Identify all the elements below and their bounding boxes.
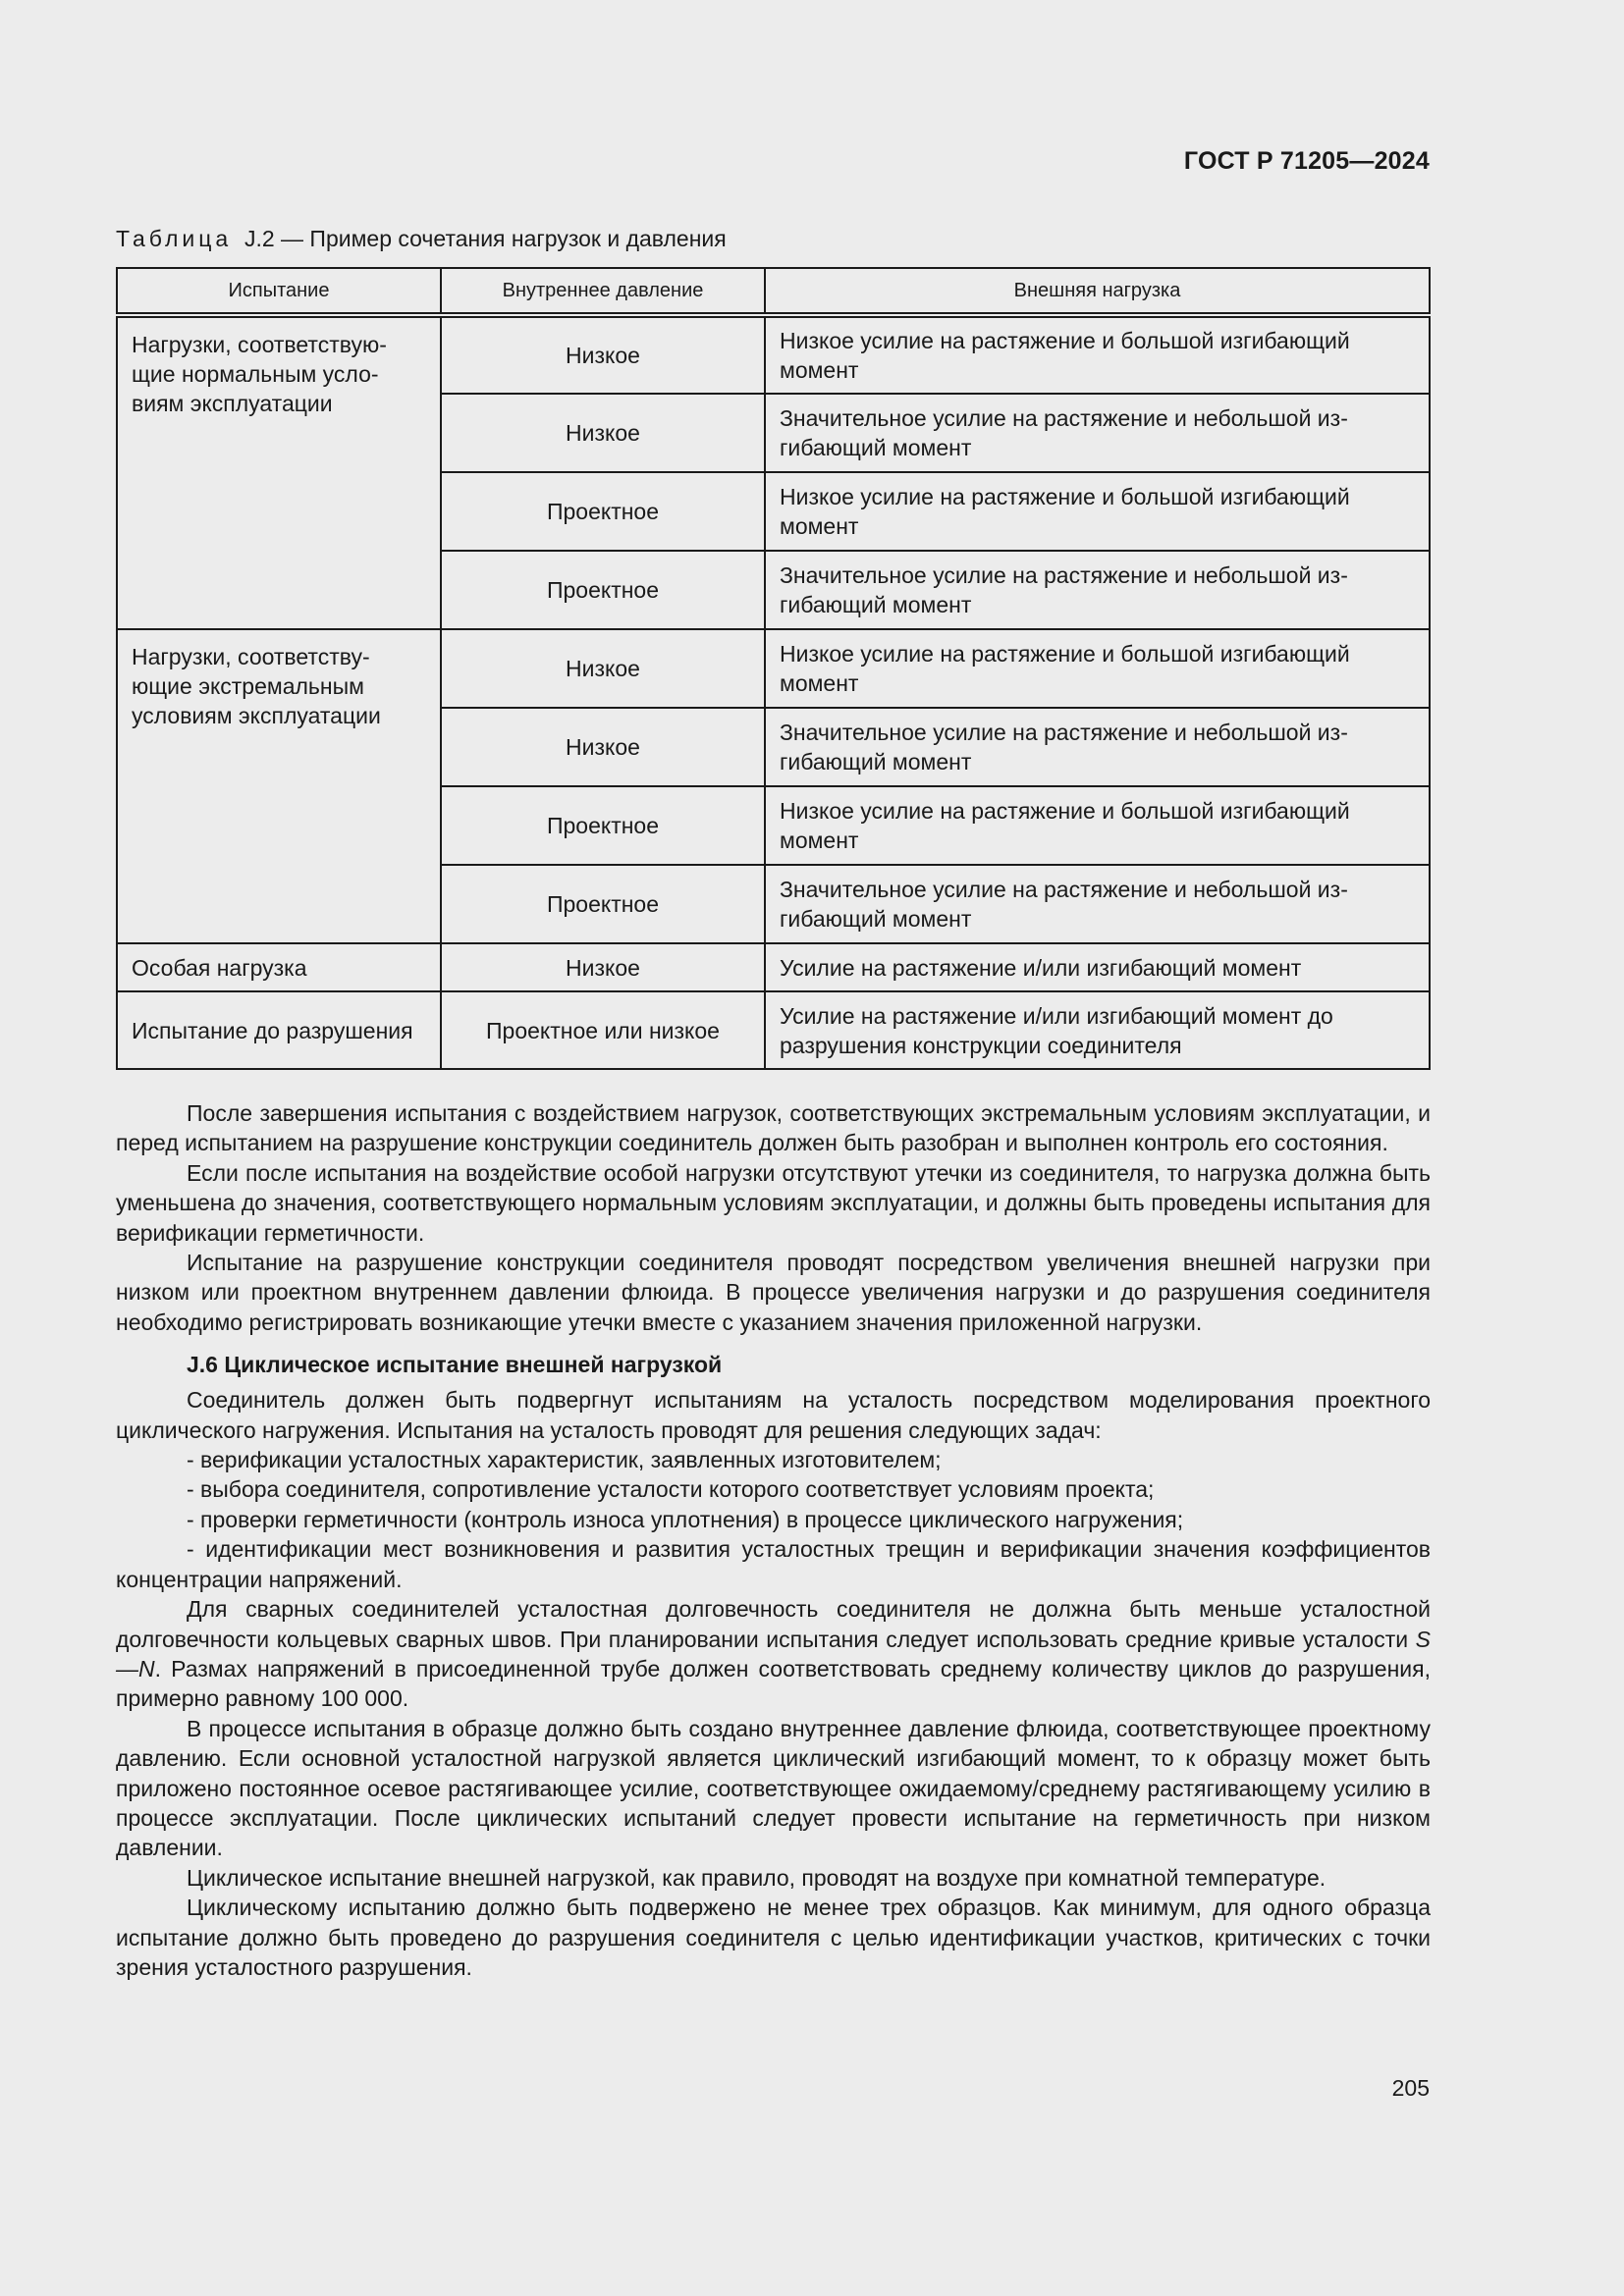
test-cell: Нагрузки, соответству-ющие экстремальным условиям эксплуатации: [117, 629, 441, 943]
header-load: Внешняя нагрузка: [765, 268, 1430, 315]
test-cell: Испытание до разрушения: [117, 991, 441, 1069]
pressure-cell: Низкое: [441, 315, 765, 394]
paragraph: [116, 1594, 1431, 1714]
table-row: [117, 315, 1430, 394]
load-cell: Значительное усилие на растяжение и небольшой из-гибающий момент: [765, 708, 1430, 786]
list-item: - идентификации мест возникновения и развития усталостных трещин и верификации значения коэффициентов концентрации напряжений.: [116, 1536, 1431, 1592]
sn-curve-label: S—N: [116, 1626, 1431, 1682]
body-text: [116, 1098, 1431, 1982]
paragraph: После завершения испытания с воздействием нагрузок, соответствующих экстремальным условиям эксплуатации, и перед испытанием на разрушение конструкции соединитель должен быть разобран и выполнен контроль его состояния.: [116, 1100, 1431, 1156]
table-caption: [116, 226, 727, 252]
test-cell: Нагрузки, соответствую-щие нормальным усло-виям эксплуатации: [117, 315, 441, 629]
header-pressure: Внутреннее давление: [441, 268, 765, 315]
paragraph: Циклическому испытанию должно быть подвержено не менее трех образцов. Как минимум, для одного образца испытание должно быть проведено до разрушения соединителя с целью идентификации участков, критических с точки зрения усталостного разрушения.: [116, 1895, 1431, 1980]
pressure-cell: Проектное: [441, 551, 765, 629]
load-cell: Значительное усилие на растяжение и небольшой из-гибающий момент: [765, 394, 1430, 472]
pressure-cell: Низкое: [441, 394, 765, 472]
document-code: ГОСТ Р 71205—2024: [1183, 147, 1430, 175]
list-item: - проверки герметичности (контроль износа уплотнения) в процессе циклического нагружения;: [187, 1506, 1184, 1532]
paragraph-part: Для сварных соединителей усталостная долговечность соединителя не должна быть меньше усталостной долговечности кольцевых сварных швов. При планировании испытания следует использовать средние кривые усталости: [116, 1596, 1431, 1652]
paragraph: Соединитель должен быть подвергнут испытаниям на усталость посредством моделирования проектного циклического нагружения. Испытания на усталость проводят для решения следующих задач:: [116, 1387, 1431, 1443]
table-row: [117, 943, 1430, 991]
pressure-cell: Низкое: [441, 943, 765, 991]
load-cell: Низкое усилие на растяжение и большой изгибающий момент: [765, 315, 1430, 394]
load-cell: Низкое усилие на растяжение и большой изгибающий момент: [765, 472, 1430, 551]
test-cell: Особая нагрузка: [117, 943, 441, 991]
paragraph: Циклическое испытание внешней нагрузкой, как правило, проводят на воздухе при комнатной температуре.: [187, 1864, 1326, 1891]
paragraph-part: . Размах напряжений в присоединенной трубе должен соответствовать среднему количеству циклов до разрушения, примерно равному 100 000.: [116, 1655, 1431, 1712]
pressure-cell: Проектное: [441, 786, 765, 865]
header-test: Испытание: [117, 268, 441, 315]
list-item: - верификации усталостных характеристик, заявленных изготовителем;: [187, 1447, 942, 1473]
load-cell: Низкое усилие на растяжение и большой изгибающий момент: [765, 629, 1430, 708]
load-cell: Усилие на растяжение и/или изгибающий момент: [765, 943, 1430, 991]
table-caption-title: J.2 — Пример сочетания нагрузок и давления: [244, 226, 727, 251]
pressure-cell: Низкое: [441, 629, 765, 708]
load-cell: Низкое усилие на растяжение и большой изгибающий момент: [765, 786, 1430, 865]
page-number: 205: [1391, 2075, 1430, 2101]
pressure-cell: Проектное: [441, 865, 765, 943]
pressure-cell: Низкое: [441, 708, 765, 786]
pressure-cell: Проектное: [441, 472, 765, 551]
paragraph: В процессе испытания в образце должно быть создано внутреннее давление флюида, соответствующее проектному давлению. Если основной усталостной нагрузкой является циклический изгибающий момент, то к образцу может быть приложено постоянное осевое растягивающее усилие, соответствующее ожидаемому/среднему растягивающему усилию в процессе эксплуатации. После циклических испытаний следует провести испытание на герметичность при низком давлении.: [116, 1715, 1431, 1861]
load-cell: Усилие на растяжение и/или изгибающий момент до разрушения конструкции соединителя: [765, 991, 1430, 1069]
paragraph: Испытание на разрушение конструкции соединителя проводят посредством увеличения внешней нагрузки при низком или проектном внутреннем давлении флюида. В процессе увеличения нагрузки и до разрушения соединителя необходимо регистрировать возникающие утечки вместе с указанием значения приложенной нагрузки.: [116, 1250, 1431, 1335]
pressure-cell: Проектное или низкое: [441, 991, 765, 1069]
paragraph: Если после испытания на воздействие особой нагрузки отсутствуют утечки из соединителя, то нагрузка должна быть уменьшена до значения, соответствующего нормальным условиям эксплуатации, и должны быть проведены испытания для верификации герметичности.: [116, 1159, 1431, 1246]
section-heading: J.6 Циклическое испытание внешней нагрузкой: [187, 1352, 723, 1378]
table-row: [117, 991, 1430, 1069]
list-item: - выбора соединителя, сопротивление усталости которого соответствует условиям проекта;: [187, 1476, 1155, 1503]
table-row: [117, 629, 1430, 708]
loads-table: [116, 267, 1431, 1070]
load-cell: Значительное усилие на растяжение и небольшой из-гибающий момент: [765, 865, 1430, 943]
load-cell: Значительное усилие на растяжение и небольшой из-гибающий момент: [765, 551, 1430, 629]
table-caption-word: Таблица: [116, 226, 233, 251]
